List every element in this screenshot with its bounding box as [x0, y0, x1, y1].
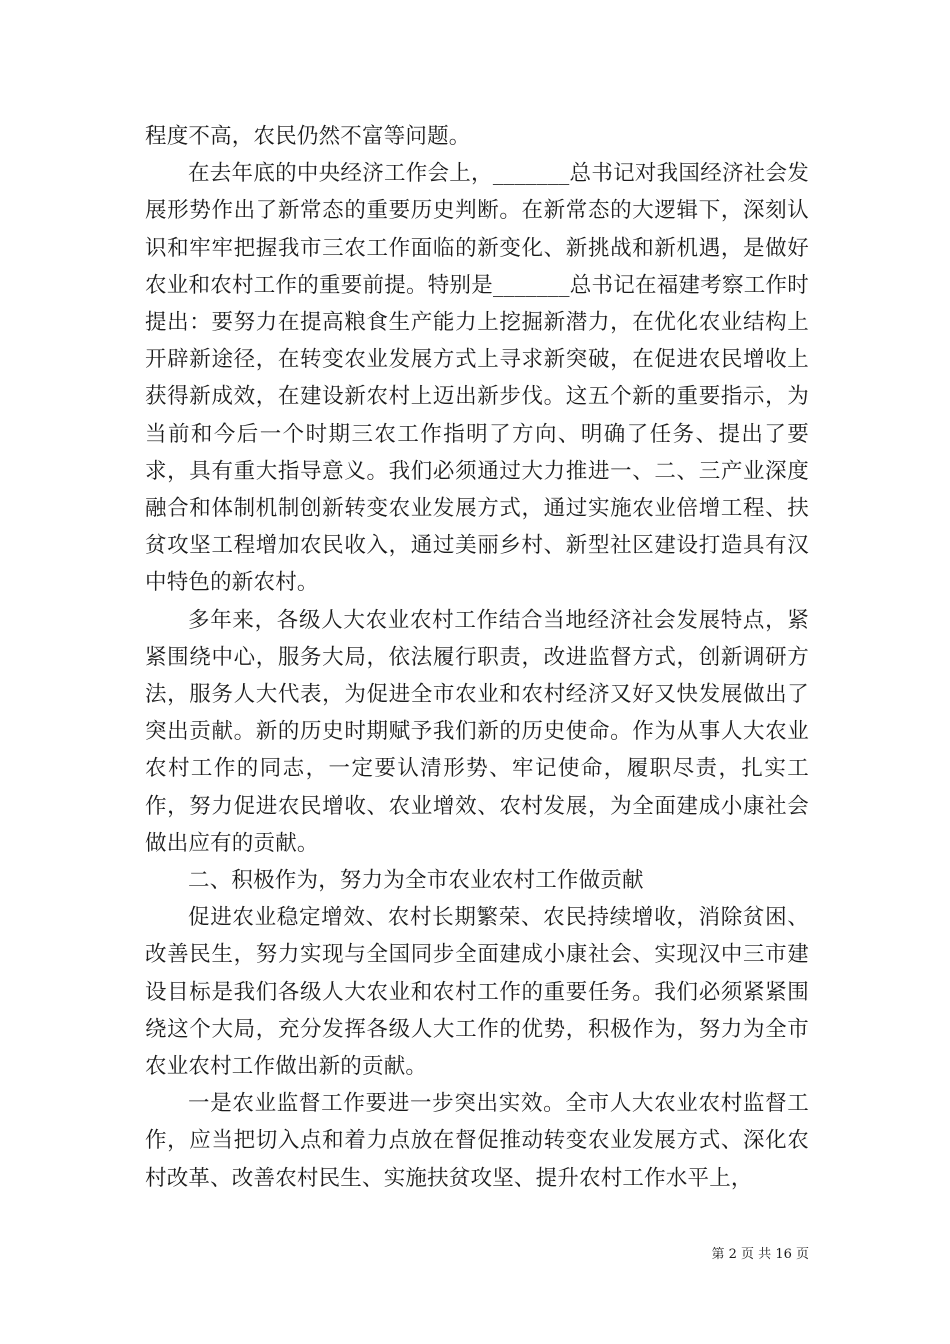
- section-heading: 二、积极作为，努力为全市农业农村工作做贡献: [188, 868, 644, 894]
- page-number-footer: 第 2 页 共 16 页: [711, 1247, 809, 1262]
- document-body: [145, 118, 809, 1197]
- paragraph-1: 程度不高，农民仍然不富等问题。: [145, 124, 471, 149]
- paragraph-4: 促进农业稳定增效、农村长期繁荣、农民持续增收，消除贫困、改善民生，努力实现与全国同步全面建成小康社会、实现汉中三市建设目标是我们各级人大农业和农村工作的重要任务。我们必须紧紧围绕这个大局，充分发挥各级人大工作的优势，积极作为，努力为全市农业农村工作做出新的贡献。: [145, 905, 809, 1080]
- paragraph-3: 多年来，各级人大农业农村工作结合当地经济社会发展特点，紧紧围绕中心，服务大局，依法履行职责，改进监督方式，创新调研方法，服务人大代表，为促进全市农业和农村经济又好又快发展做出了突出贡献。新的历史时期赋予我们新的历史使命。作为从事人大农业农村工作的同志，一定要认清形势、牢记使命，履职尽责，扎实工作，努力促进农民增收、农业增效、农村发展，为全面建成小康社会做出应有的贡献。: [145, 607, 809, 856]
- paragraph-5: 一是农业监督工作要进一步突出实效。全市人大农业农村监督工作，应当把切入点和着力点放在督促推动转变农业发展方式、深化农村改革、改善农村民生、实施扶贫攻坚、提升农村工作水平上，: [145, 1091, 809, 1191]
- paragraph-2: 在去年底的中央经济工作会上，_______总书记对我国经济社会发展形势作出了新常态的重要历史判断。在新常态的大逻辑下，深刻认识和牢牢把握我市三农工作面临的新变化、新挑战和新机遇，是做好农业和农村工作的重要前提。特别是_______总书记在福建考察工作时提出：要努力在提高粮食生产能力上挖掘新潜力，在优化农业结构上开辟新途径，在转变农业发展方式上寻求新突破，在促进农民增收上获得新成效，在建设新农村上迈出新步伐。这五个新的重要指示，为当前和今后一个时期三农工作指明了方向、明确了任务、提出了要求，具有重大指导意义。我们必须通过大力推进一、二、三产业深度融合和体制机制创新转变农业发展方式，通过实施农业倍增工程、扶贫攻坚工程增加农民收入，通过美丽乡村、新型社区建设打造具有汉中特色的新农村。: [145, 161, 809, 596]
